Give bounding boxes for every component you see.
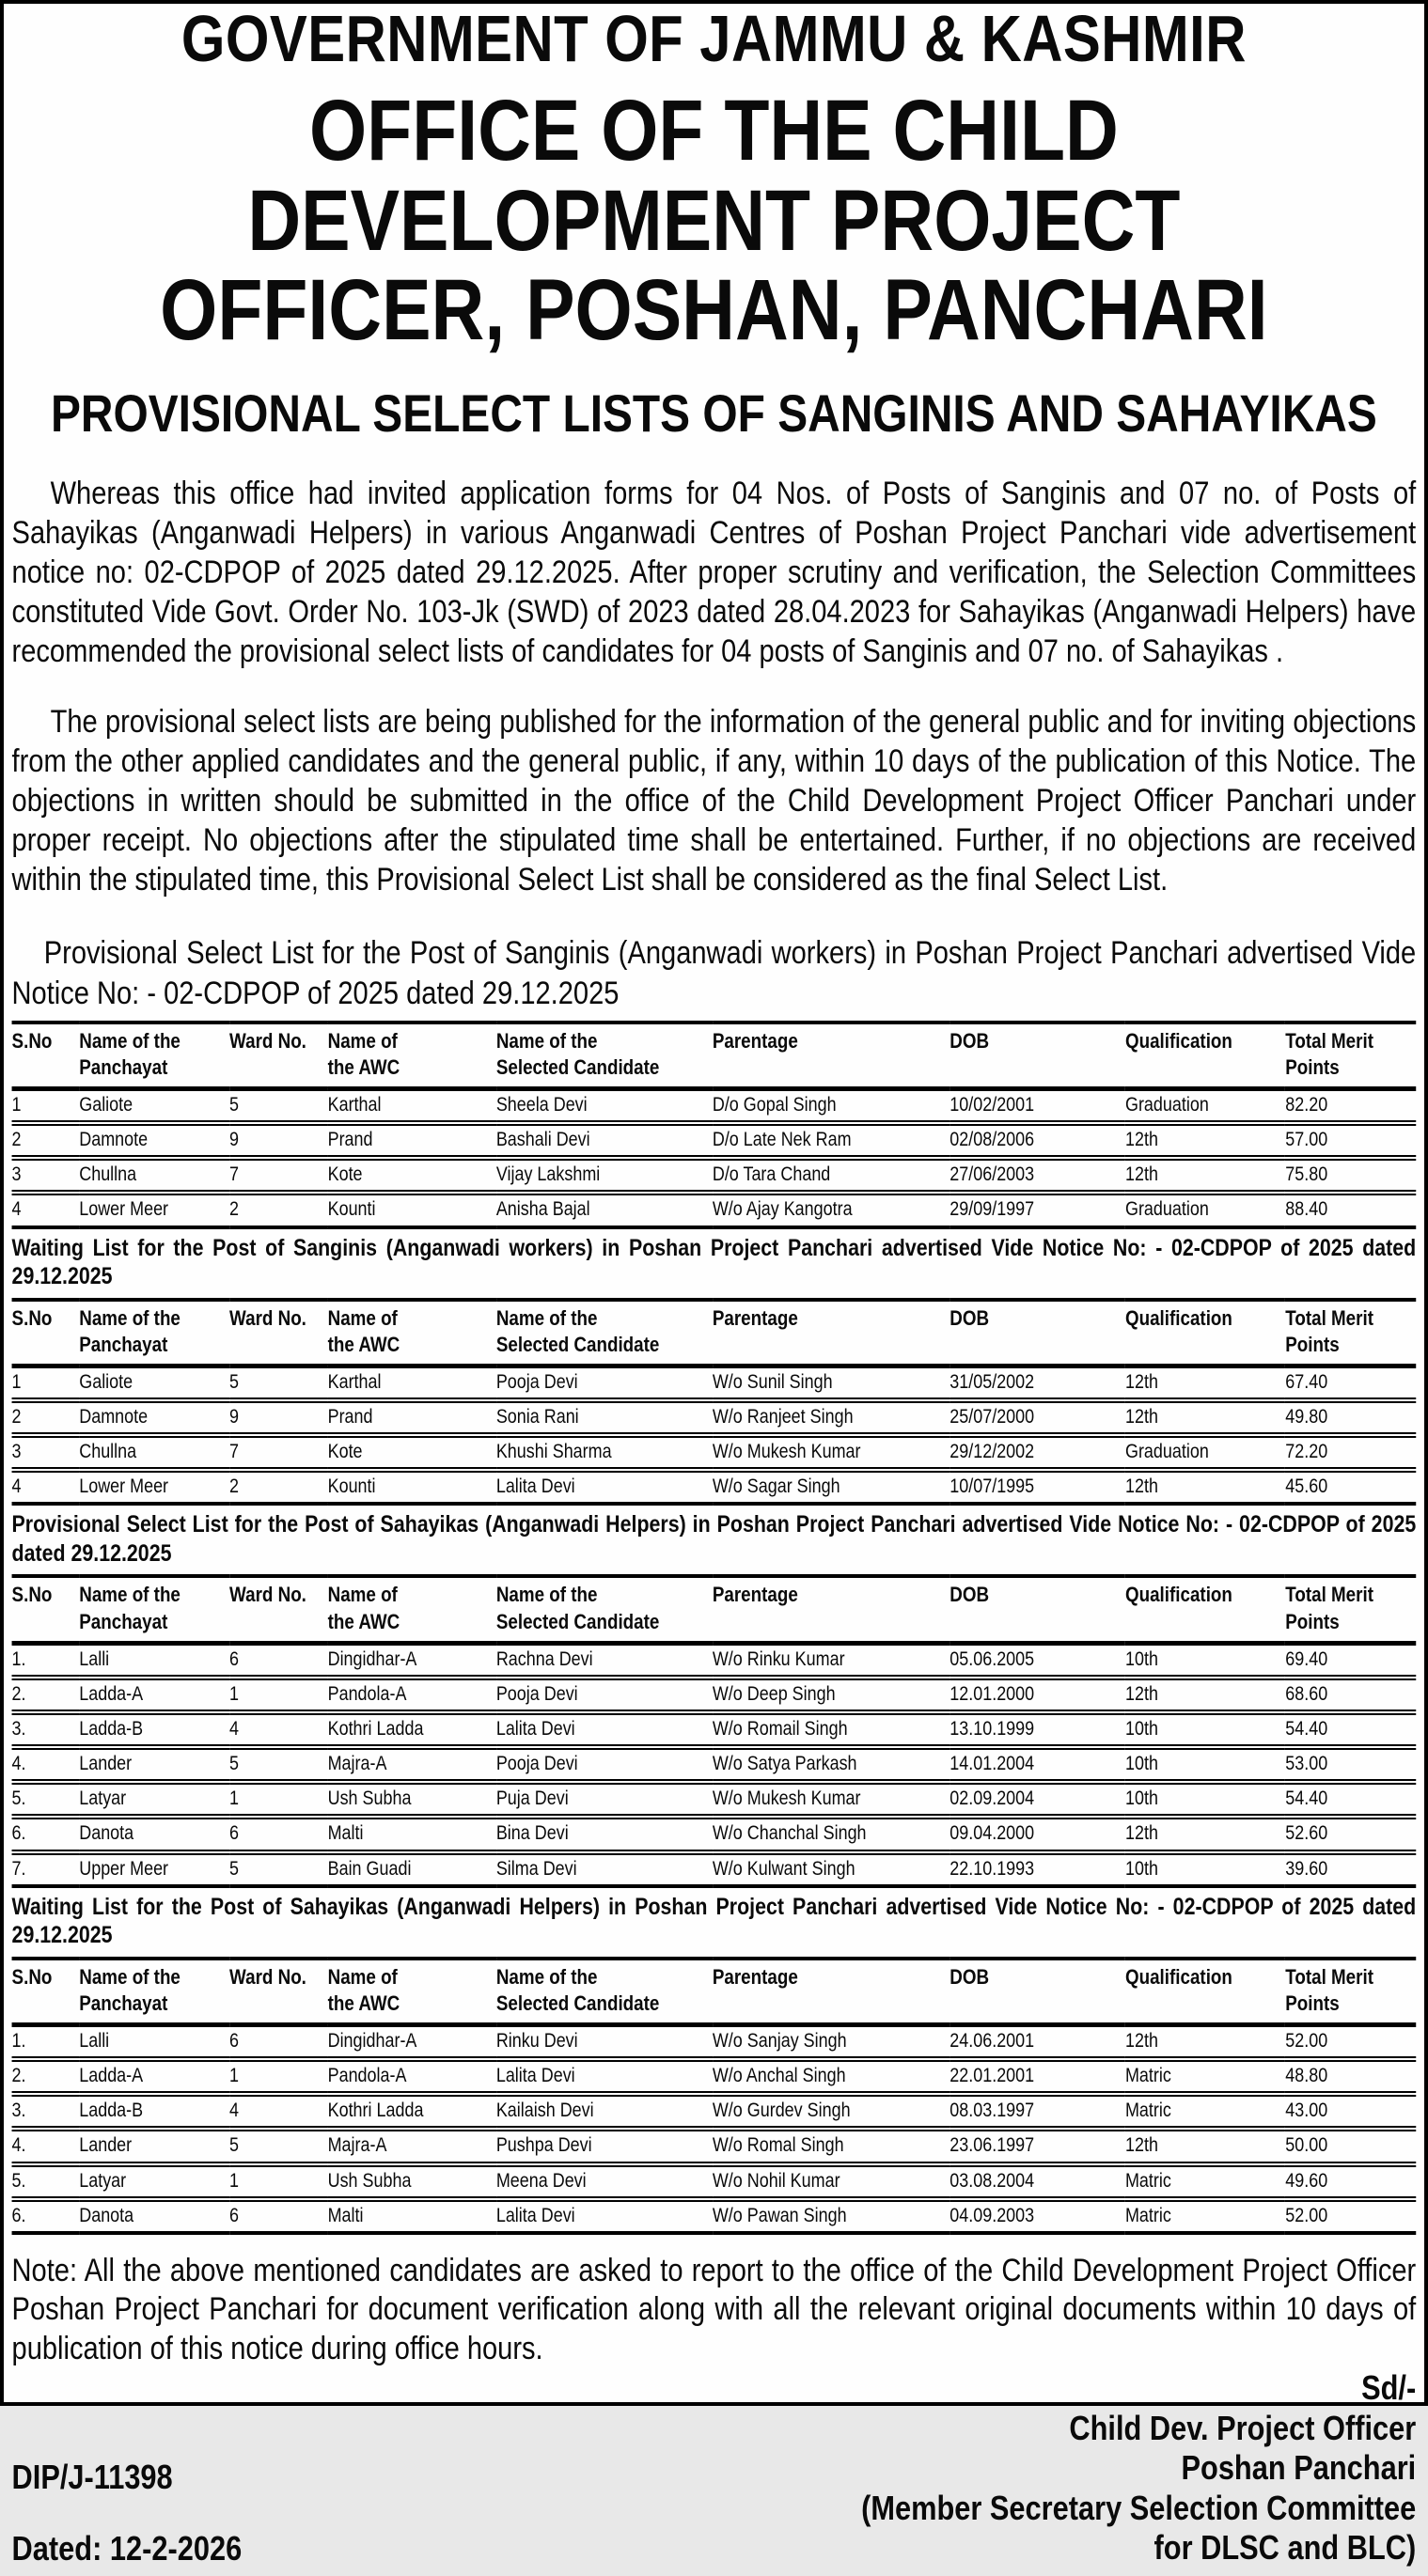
table-cell: 24.06.2001	[949, 2030, 1035, 2053]
table-cell: 29/12/2002	[949, 1441, 1035, 1463]
paragraph-objections: The provisional select lists are being published for the information of the general public and for inviting objections from the other applied candidates and the general public, if any, within 10 days of the publication of this Notice. The objections in written should be submitted in the office of the Child Development Project Officer Panchari under proper receipt. No objections after the stipulated time shall be entertained. Further, if no objections are received within the stipulated time, this Provisional Select List shall be considered as the final Select List.	[11, 703, 1417, 898]
table-header-cell: Ward No.	[229, 1583, 306, 1607]
table-cell: 1	[229, 1682, 240, 1705]
table-cell: Majra-A	[327, 1753, 387, 1775]
table-row	[12, 1817, 1417, 1851]
table-cell: Matric	[1124, 2065, 1171, 2087]
table-cell: Matric	[1124, 2100, 1171, 2122]
table-header-cell: Name of the Panchayat	[79, 1583, 180, 1633]
table-cell: Pooja Devi	[495, 1370, 578, 1393]
table-cell: 5	[229, 1857, 240, 1880]
table-cell: 22.01.2001	[949, 2065, 1035, 2087]
office-title	[12, 83, 1417, 359]
sahayikas-waiting-table	[12, 1957, 1417, 2235]
table-header-cell: Ward No.	[229, 1028, 306, 1053]
table-cell: Rachna Devi	[495, 1647, 593, 1670]
table-cell: Danota	[79, 2204, 134, 2226]
table-cell: Kothri Ladda	[327, 1718, 424, 1741]
table-header-cell: S.No	[11, 1028, 53, 1053]
table-cell: 23.06.1997	[949, 2134, 1035, 2157]
table-cell: Dingidhar-A	[327, 2030, 417, 2053]
table-cell: W/o Ranjeet Singh	[712, 1406, 854, 1429]
table-row	[12, 1400, 1417, 1435]
table-cell: 25/07/2000	[949, 1406, 1035, 1429]
table-header-row	[12, 1576, 1417, 1643]
table-cell: 9	[229, 1406, 240, 1429]
list-section-sanginis-waiting	[12, 1229, 1417, 1507]
table-header-cell: Parentage	[712, 1305, 798, 1330]
table-cell: Anisha Bajal	[495, 1198, 590, 1221]
table-cell: D/o Late Nek Ram	[712, 1129, 852, 1151]
table-row	[12, 1366, 1417, 1400]
table-cell: 52.00	[1285, 2030, 1328, 2053]
table-cell: 03.08.2004	[949, 2169, 1035, 2192]
table-cell: 12.01.2000	[949, 1682, 1035, 1705]
table-cell: Upper Meer	[79, 1857, 169, 1880]
table-cell: Galiote	[79, 1370, 133, 1393]
table-cell: 1	[229, 2169, 240, 2192]
paragraph-whereas: Whereas this office had invited application forms for 04 Nos. of Posts of Sanginis and 07 no. of Posts of Sahayikas (Anganwadi Helpers) in various Anganwadi Centres of Poshan Project Panchari vide advertisement notice no: 02-CDPOP of 2025 dated 29.12.2025. After proper scrutiny and verification, the Selection Committees constituted Vide Govt. Order No. 103-Jk (SWD) of 2023 dated 28.04.2023 for Sahayikas (Anganwadi Helpers) have recommended the provisional select lists of candidates for 04 posts of Sanginis and 07 no. of Sahayikas .	[11, 475, 1417, 670]
table-header-cell: S.No	[11, 1964, 53, 1989]
table-header-row	[12, 1300, 1417, 1366]
table-cell: 43.00	[1285, 2100, 1328, 2122]
table-header-cell: Name of the Panchayat	[79, 1305, 180, 1356]
dip-number: DIP/J-11398	[11, 2458, 173, 2497]
list-section-sahayikas-select	[12, 1506, 1417, 1887]
table-cell: Vijay Lakshmi	[495, 1163, 601, 1186]
table-header-cell: Ward No.	[229, 1305, 306, 1330]
table-cell: Lower Meer	[79, 1198, 169, 1221]
table-cell: Puja Devi	[495, 1788, 569, 1810]
table-header-cell: S.No	[11, 1305, 53, 1330]
government-header: GOVERNMENT OF JAMMU & KASHMIR	[180, 2, 1247, 75]
table-cell: Pooja Devi	[495, 1753, 578, 1775]
table-row	[12, 2094, 1417, 2129]
table-cell: 82.20	[1285, 1094, 1328, 1116]
table-cell: 10/02/2001	[949, 1094, 1035, 1116]
table-cell: 6	[229, 1822, 240, 1845]
table-cell: 69.40	[1285, 1647, 1328, 1670]
table-cell: Pooja Devi	[495, 1682, 578, 1705]
table-cell: Matric	[1124, 2169, 1171, 2192]
table-cell: Kounti	[327, 1198, 376, 1221]
table-cell: Graduation	[1124, 1441, 1209, 1463]
table-row	[12, 1643, 1417, 1678]
table-cell: Graduation	[1124, 1198, 1209, 1221]
table-header-cell: Total Merit Points	[1285, 1305, 1373, 1356]
dated-line: Dated: 12-2-2026	[11, 2528, 243, 2568]
table-cell: Karthal	[327, 1094, 382, 1116]
table-row	[12, 1782, 1417, 1817]
table-cell: W/o Deep Singh	[712, 1682, 836, 1705]
table-cell: 1	[229, 2065, 240, 2087]
list-section-sanginis-select	[12, 929, 1417, 1228]
table-header-cell: Name of the AWC	[327, 1028, 400, 1079]
table-cell: 12th	[1124, 1406, 1158, 1429]
table-cell: 12th	[1124, 1822, 1158, 1845]
table-cell: 39.60	[1285, 1857, 1328, 1880]
table-cell: 12th	[1124, 2030, 1158, 2053]
table-header-cell: Name of the Selected Candidate	[495, 1305, 660, 1356]
table-cell: W/o Nohil Kumar	[712, 2169, 840, 2192]
table-cell: Lander	[79, 1753, 133, 1775]
table-cell: Damnote	[79, 1406, 149, 1429]
table-cell: 3.	[11, 1718, 26, 1741]
table-cell: W/o Mukesh Kumar	[712, 1788, 861, 1810]
table-header-cell: Qualification	[1124, 1964, 1232, 1989]
table-cell: 3	[11, 1441, 22, 1463]
table-cell: W/o Sagar Singh	[712, 1475, 840, 1498]
table-cell: 08.03.1997	[949, 2100, 1035, 2122]
table-cell: W/o Anchal Singh	[712, 2065, 846, 2087]
table-cell: 4.	[11, 2134, 26, 2157]
table-cell: W/o Romail Singh	[712, 1718, 848, 1741]
signature-sd: Sd/-	[1361, 2368, 1417, 2408]
table-cell: 2	[11, 1129, 22, 1151]
table-row	[12, 1470, 1417, 1504]
table-cell: 57.00	[1285, 1129, 1328, 1151]
table-header-cell: Name of the Selected Candidate	[495, 1964, 660, 2015]
table-cell: Rinku Devi	[495, 2030, 578, 2053]
table-cell: 12th	[1124, 1370, 1158, 1393]
table-cell: W/o Kulwant Singh	[712, 1857, 855, 1880]
table-cell: Chullna	[79, 1163, 137, 1186]
table-header-cell: Name of the Panchayat	[79, 1964, 180, 2015]
table-cell: 4.	[11, 1753, 26, 1775]
table-cell: 53.00	[1285, 1753, 1328, 1775]
table-cell: 52.60	[1285, 1822, 1328, 1845]
table-cell: Bain Guadi	[327, 1857, 412, 1880]
table-header-cell: Qualification	[1124, 1305, 1232, 1330]
table-cell: 12th	[1124, 1682, 1158, 1705]
table-row	[12, 1852, 1417, 1886]
table-cell: 5.	[11, 2169, 26, 2192]
table-cell: 5	[229, 1753, 240, 1775]
table-cell: Ladda-A	[79, 1682, 144, 1705]
table-header-cell: S.No	[11, 1583, 53, 1607]
table-row	[12, 1678, 1417, 1712]
table-cell: 04.09.2003	[949, 2204, 1035, 2226]
table-cell: Ush Subha	[327, 2169, 412, 2192]
table-cell: 05.06.2005	[949, 1647, 1035, 1670]
table-cell: W/o Gurdev Singh	[712, 2100, 851, 2122]
signature-office: Poshan Panchari	[1181, 2448, 1417, 2488]
office-title-line-1: OFFICE OF THE CHILD	[308, 83, 1119, 179]
table-header-cell: Ward No.	[229, 1964, 306, 1989]
table-cell: 75.80	[1285, 1163, 1328, 1186]
table-cell: Kailaish Devi	[495, 2100, 594, 2122]
table-cell: 6.	[11, 2204, 26, 2226]
table-cell: W/o Chanchal Singh	[712, 1822, 867, 1845]
table-cell: Ladda-B	[79, 1718, 144, 1741]
table-cell: 72.20	[1285, 1441, 1328, 1463]
table-header-cell: DOB	[949, 1305, 990, 1330]
table-cell: 09.04.2000	[949, 1822, 1035, 1845]
table-cell: 50.00	[1285, 2134, 1328, 2157]
table-row	[12, 1747, 1417, 1782]
table-cell: Matric	[1124, 2204, 1171, 2226]
table-cell: Lalli	[79, 1647, 110, 1670]
table-cell: Prand	[327, 1129, 373, 1151]
signature-committee-line-2: for DLSC and BLC)	[1153, 2528, 1417, 2568]
table-cell: Bashali Devi	[495, 1129, 590, 1151]
table-cell: 2	[11, 1406, 22, 1429]
table-cell: 10th	[1124, 1718, 1158, 1741]
table-cell: 5	[229, 2134, 240, 2157]
table-header-cell: Name of the Selected Candidate	[495, 1028, 660, 1079]
table-cell: 6.	[11, 1822, 26, 1845]
table-cell: 1.	[11, 1647, 26, 1670]
table-cell: 2.	[11, 1682, 26, 1705]
table-row	[12, 1158, 1417, 1193]
table-cell: 4	[229, 2100, 240, 2122]
table-cell: 48.80	[1285, 2065, 1328, 2087]
note-paragraph: Note: All the above mentioned candidates are asked to report to the office of the Child Development Project Officer Poshan Project Panchari for document verification along with all the relevant original documents within 10 days of publication of this notice during office hours.	[11, 2252, 1417, 2366]
table-cell: W/o Satya Parkash	[712, 1753, 857, 1775]
table-header-cell: Qualification	[1124, 1583, 1232, 1607]
table-cell: Karthal	[327, 1370, 382, 1393]
table-header-cell: DOB	[949, 1028, 990, 1053]
table-cell: Galiote	[79, 1094, 133, 1116]
table-row	[12, 2025, 1417, 2060]
table-row	[12, 1193, 1417, 1226]
document-content	[4, 2, 1424, 2568]
notice-subtitle: PROVISIONAL SELECT LISTS OF SANGINIS AND SAHAYIKAS	[50, 383, 1377, 444]
table-cell: Sonia Rani	[495, 1406, 579, 1429]
table-cell: 49.80	[1285, 1406, 1328, 1429]
table-cell: Kote	[327, 1163, 363, 1186]
table-header-cell: Parentage	[712, 1583, 798, 1607]
table-cell: 54.40	[1285, 1718, 1328, 1741]
table-cell: Sheela Devi	[495, 1094, 588, 1116]
table-header-cell: Parentage	[712, 1028, 798, 1053]
table-cell: Ush Subha	[327, 1788, 412, 1810]
table-cell: 12th	[1124, 1475, 1158, 1498]
table-cell: Malti	[327, 2204, 364, 2226]
table-cell: 27/06/2003	[949, 1163, 1035, 1186]
table-header-cell: Parentage	[712, 1964, 798, 1989]
table-header-cell: Name of the Panchayat	[79, 1028, 180, 1079]
table-cell: 1	[11, 1370, 22, 1393]
table-cell: Latyar	[79, 1788, 127, 1810]
table-cell: 7	[229, 1441, 240, 1463]
table-cell: W/o Ajay Kangotra	[712, 1198, 853, 1221]
table-cell: D/o Tara Chand	[712, 1163, 831, 1186]
table-cell: Meena Devi	[495, 2169, 587, 2192]
table-cell: 29/09/1997	[949, 1198, 1035, 1221]
table-row	[12, 2164, 1417, 2199]
table-cell: Lander	[79, 2134, 133, 2157]
table-row	[12, 2059, 1417, 2094]
table-cell: 10th	[1124, 1753, 1158, 1775]
table-cell: Malti	[327, 1822, 364, 1845]
table-cell: 5	[229, 1370, 240, 1393]
footer-left	[12, 2459, 243, 2568]
table-cell: Khushi Sharma	[495, 1441, 612, 1463]
table-cell: Lalli	[79, 2030, 110, 2053]
table-cell: Ladda-B	[79, 2100, 144, 2122]
table-cell: Pandola-A	[327, 2065, 407, 2087]
table-cell: 14.01.2004	[949, 1753, 1035, 1775]
table-cell: W/o Sanjay Singh	[712, 2030, 847, 2053]
table-cell: 6	[229, 2204, 240, 2226]
table-cell: Lalita Devi	[495, 2065, 575, 2087]
table-cell: 10th	[1124, 1788, 1158, 1810]
table-cell: Lalita Devi	[495, 1718, 575, 1741]
table-cell: W/o Romal Singh	[712, 2134, 844, 2157]
table-header-row	[12, 1959, 1417, 2025]
table-cell: W/o Rinku Kumar	[712, 1647, 845, 1670]
office-title-line-3: OFFICER, POSHAN, PANCHARI	[160, 262, 1268, 359]
table-cell: Kothri Ladda	[327, 2100, 424, 2122]
signature-committee-line-1: (Member Secretary Selection Committee	[861, 2488, 1417, 2527]
table-header-cell: Name of the AWC	[327, 1964, 400, 2015]
table-header-cell: DOB	[949, 1964, 990, 1989]
table-header-cell: Total Merit Points	[1285, 1964, 1373, 2015]
table-cell: Lalita Devi	[495, 1475, 575, 1498]
table-cell: Lalita Devi	[495, 2204, 575, 2226]
table-cell: 12th	[1124, 1163, 1158, 1186]
table-cell: 6	[229, 1647, 240, 1670]
table-cell: Pandola-A	[327, 1682, 407, 1705]
table-cell: 02/08/2006	[949, 1129, 1035, 1151]
table-cell: 12th	[1124, 2134, 1158, 2157]
table-cell: 10th	[1124, 1857, 1158, 1880]
table-header-row	[12, 1023, 1417, 1089]
table-cell: 52.00	[1285, 2204, 1328, 2226]
table-cell: Ladda-A	[79, 2065, 144, 2087]
table-header-cell: Name of the AWC	[327, 1305, 400, 1356]
table-cell: 7.	[11, 1857, 26, 1880]
table-cell: 3.	[11, 2100, 26, 2122]
table-cell: 54.40	[1285, 1788, 1328, 1810]
table-cell: Kounti	[327, 1475, 376, 1498]
table-cell: 49.60	[1285, 2169, 1328, 2192]
table-cell: 2	[229, 1475, 240, 1498]
table-cell: 45.60	[1285, 1475, 1328, 1498]
list-section-sahayikas-waiting	[12, 1888, 1417, 2235]
table-cell: 6	[229, 2030, 240, 2053]
signature-block	[861, 2368, 1416, 2568]
table-cell: 2	[229, 1198, 240, 1221]
table-cell: Dingidhar-A	[327, 1647, 417, 1670]
table-cell: Lower Meer	[79, 1475, 169, 1498]
table-cell: Majra-A	[327, 2134, 387, 2157]
table-row	[12, 1712, 1417, 1747]
table-row	[12, 1089, 1417, 1124]
table-cell: 4	[11, 1198, 22, 1221]
table-header-cell: Name of the Selected Candidate	[495, 1583, 660, 1633]
table-cell: W/o Pawan Singh	[712, 2204, 847, 2226]
table-cell: Damnote	[79, 1129, 149, 1151]
sanginis-waiting-table	[12, 1298, 1417, 1507]
table-cell: 2.	[11, 2065, 26, 2087]
table-cell: D/o Gopal Singh	[712, 1094, 837, 1116]
table-cell: Graduation	[1124, 1094, 1209, 1116]
table-cell: 67.40	[1285, 1370, 1328, 1393]
sahayikas-select-table	[12, 1574, 1417, 1887]
table-title: Waiting List for the Post of Sahayikas (Anganwadi Helpers) in Poshan Project Panchari advertised Vide Notice No: - 02-CDPOP of 2025 dated 29.12.2025	[11, 1893, 1417, 1949]
table-title: Provisional Select List for the Post of Sahayikas (Anganwadi Helpers) in Poshan Project Panchari advertised Vide Notice No: - 02-CDPOP of 2025 dated 29.12.2025	[11, 1511, 1417, 1567]
table-cell: 1	[11, 1094, 22, 1116]
table-cell: 22.10.1993	[949, 1857, 1035, 1880]
table-cell: 12th	[1124, 1129, 1158, 1151]
table-cell: 10/07/1995	[949, 1475, 1035, 1498]
sanginis-select-table	[12, 1021, 1417, 1229]
table-title: Waiting List for the Post of Sanginis (Anganwadi workers) in Poshan Project Panchari advertised Vide Notice No: - 02-CDPOP of 2025 dated 29.12.2025	[11, 1234, 1417, 1290]
table-cell: 1.	[11, 2030, 26, 2053]
table-cell: 13.10.1999	[949, 1718, 1035, 1741]
table-cell: 5	[229, 1094, 240, 1116]
table-header-cell: Qualification	[1124, 1028, 1232, 1053]
table-cell: 88.40	[1285, 1198, 1328, 1221]
table-cell: 5.	[11, 1788, 26, 1810]
table-title: Provisional Select List for the Post of Sanginis (Anganwadi workers) in Poshan Project Panchari advertised Vide Notice No: - 02-CDPOP of 2025 dated 29.12.2025	[11, 935, 1417, 1011]
table-header-cell: Total Merit Points	[1285, 1028, 1373, 1079]
table-cell: Pushpa Devi	[495, 2134, 592, 2157]
table-cell: 68.60	[1285, 1682, 1328, 1705]
table-header-cell: Name of the AWC	[327, 1583, 400, 1633]
table-cell: W/o Mukesh Kumar	[712, 1441, 861, 1463]
table-cell: 4	[11, 1475, 22, 1498]
table-row	[12, 1435, 1417, 1470]
table-cell: 1	[229, 1788, 240, 1810]
table-cell: Silma Devi	[495, 1857, 577, 1880]
office-title-line-2: DEVELOPMENT PROJECT	[247, 172, 1181, 269]
table-row	[12, 2199, 1417, 2233]
table-cell: 10th	[1124, 1647, 1158, 1670]
table-cell: Chullna	[79, 1441, 137, 1463]
table-cell: 02.09.2004	[949, 1788, 1035, 1810]
table-cell: 7	[229, 1163, 240, 1186]
table-cell: Kote	[327, 1441, 363, 1463]
table-cell: Danota	[79, 1822, 134, 1845]
table-cell: Prand	[327, 1406, 373, 1429]
table-cell: W/o Sunil Singh	[712, 1370, 833, 1393]
table-cell: 3	[11, 1163, 22, 1186]
table-row	[12, 2129, 1417, 2163]
table-cell: 4	[229, 1718, 240, 1741]
table-header-cell: Total Merit Points	[1285, 1583, 1373, 1633]
table-cell: 9	[229, 1129, 240, 1151]
table-row	[12, 1123, 1417, 1158]
table-cell: Latyar	[79, 2169, 127, 2192]
table-cell: Bina Devi	[495, 1822, 569, 1845]
table-cell: 31/05/2002	[949, 1370, 1035, 1393]
signature-designation: Child Dev. Project Officer	[1069, 2408, 1417, 2447]
table-header-cell: DOB	[949, 1583, 990, 1607]
footer	[12, 2368, 1417, 2575]
